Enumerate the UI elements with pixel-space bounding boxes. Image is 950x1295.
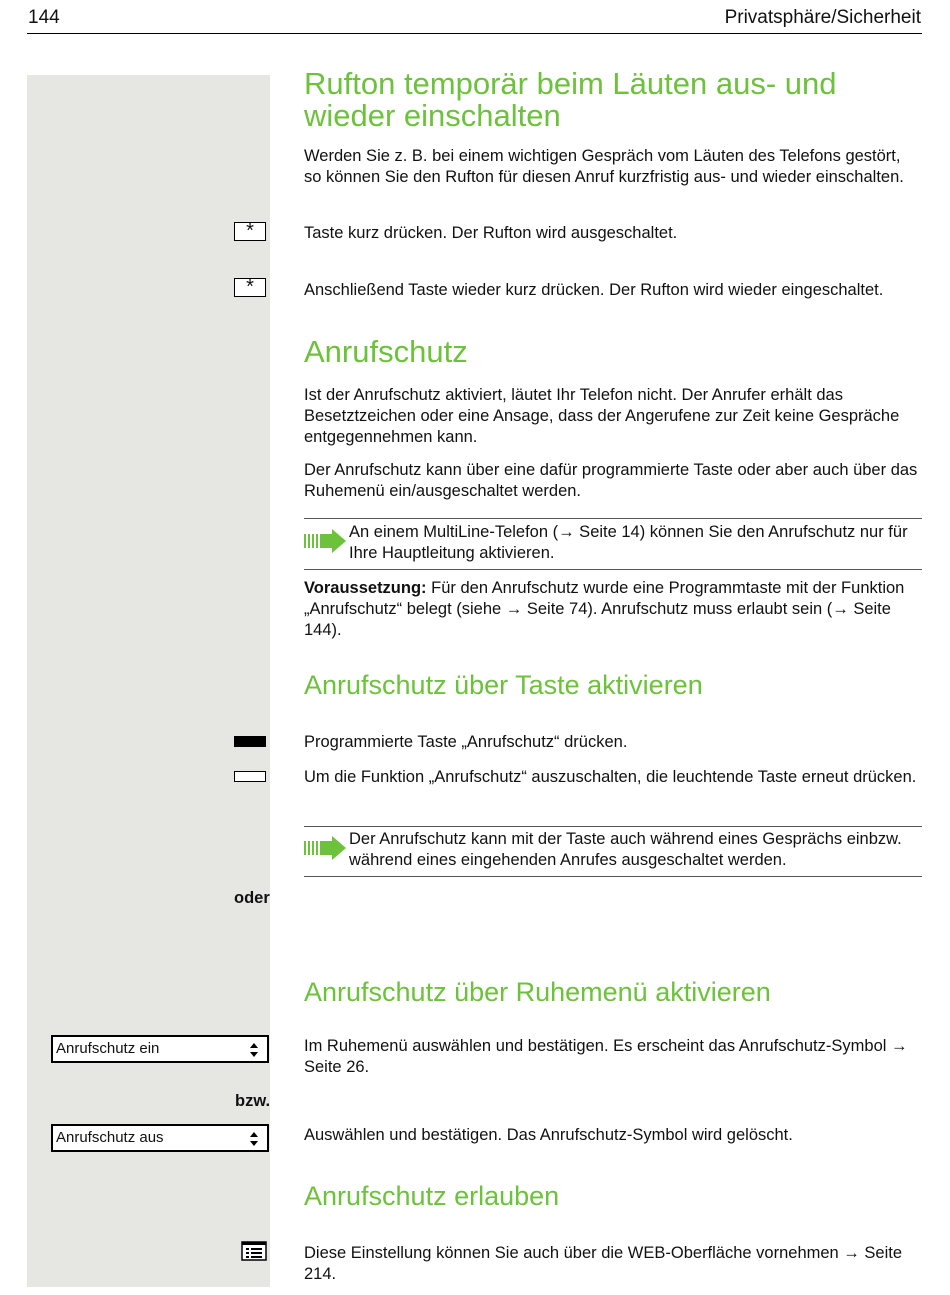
programmed-key-lit-icon (234, 736, 266, 747)
anrufschutz-note: An einem MultiLine-Telefon (→ Seite 14) können Sie den Anrufschutz nur für Ihre Hauptleitung aktivieren. (349, 523, 908, 562)
arrow-note-icon (304, 529, 346, 553)
star-key-icon: * (234, 222, 266, 241)
note-divider (304, 518, 922, 519)
section-title-ruhemenu: Anrufschutz über Ruhemenü aktivieren (304, 977, 771, 1007)
header-divider (27, 33, 922, 34)
prerequisite-label: Voraussetzung: (304, 579, 427, 597)
rufton-step-1: Taste kurz drücken. Der Rufton wird ausgeschaltet. (304, 224, 678, 242)
alternative-label: bzw. (235, 1092, 271, 1110)
taste-step-2: Um die Funktion „Anrufschutz“ auszuschalten, die leuchtende Taste erneut drücken. (304, 768, 917, 786)
note-divider (304, 876, 922, 877)
section-title-taste: Anrufschutz über Taste aktivieren (304, 670, 703, 700)
programmed-key-unlit-icon (234, 771, 266, 782)
star-key-icon: * (234, 278, 266, 297)
section-title-rufton: Rufton temporär beim Läuten aus- und wieder einschalten (304, 66, 837, 133)
ruhemenu-step-2: Auswählen und bestätigen. Das Anrufschutz-Symbol wird gelöscht. (304, 1126, 793, 1144)
erlauben-step-1: Diese Einstellung können Sie auch über die WEB-Oberfläche vornehmen → Seite 214. (304, 1244, 902, 1283)
rufton-step-2: Anschließend Taste wieder kurz drücken. Der Rufton wird wieder eingeschaltet. (304, 281, 884, 299)
menu-item-anrufschutz-ein[interactable] (51, 1035, 269, 1063)
chapter-title: Privatsphäre/Sicherheit (724, 7, 921, 28)
or-label: oder (234, 889, 270, 907)
anrufschutz-prerequisite (304, 578, 922, 641)
left-margin-panel (27, 75, 270, 1287)
menu-item-anrufschutz-aus[interactable] (51, 1124, 269, 1152)
page-number: 144 (28, 7, 60, 28)
anrufschutz-para-2: Der Anrufschutz kann über eine dafür programmierte Taste oder aber auch über das Ruhemenü ein/ausgeschaltet werden. (304, 461, 918, 500)
up-down-arrows-icon (250, 1132, 258, 1146)
web-interface-icon (241, 1241, 267, 1261)
menu-item-label: Anrufschutz aus (56, 1129, 164, 1146)
ruhemenu-step-1: Im Ruhemenü auswählen und bestätigen. Es erscheint das Anrufschutz-Symbol → Seite 26. (304, 1037, 908, 1076)
arrow-note-icon (304, 836, 346, 860)
anrufschutz-para-1: Ist der Anrufschutz aktiviert, läutet Ihr Telefon nicht. Der Anrufer erhält das Besetztzeichen oder eine Ansage, dass der Angerufene zur Zeit keine Gespräche entgegennehmen kann. (304, 386, 900, 446)
up-down-arrows-icon (250, 1043, 258, 1057)
menu-item-label: Anrufschutz ein (56, 1040, 160, 1057)
note-divider (304, 569, 922, 570)
section-title-anrufschutz: Anrufschutz (304, 334, 468, 369)
prerequisite-text: Für den Anrufschutz wurde eine Programmtaste mit der Funktion „Anrufschutz“ belegt (siehe → Seite 74). Anrufschutz muss erlaubt sein (→ Seite 144). (304, 579, 905, 639)
taste-step-1: Programmierte Taste „Anrufschutz“ drücken. (304, 733, 628, 751)
note-divider (304, 826, 922, 827)
section-title-erlauben: Anrufschutz erlauben (304, 1181, 560, 1211)
rufton-intro: Werden Sie z. B. bei einem wichtigen Gespräch vom Läuten des Telefons gestört, so können Sie den Rufton für diesen Anruf kurzfristig aus- und wieder einschalten. (304, 147, 904, 186)
taste-note: Der Anrufschutz kann mit der Taste auch während eines Gesprächs einbzw. während eines eingehenden Anrufes ausgeschaltet werden. (349, 830, 902, 869)
